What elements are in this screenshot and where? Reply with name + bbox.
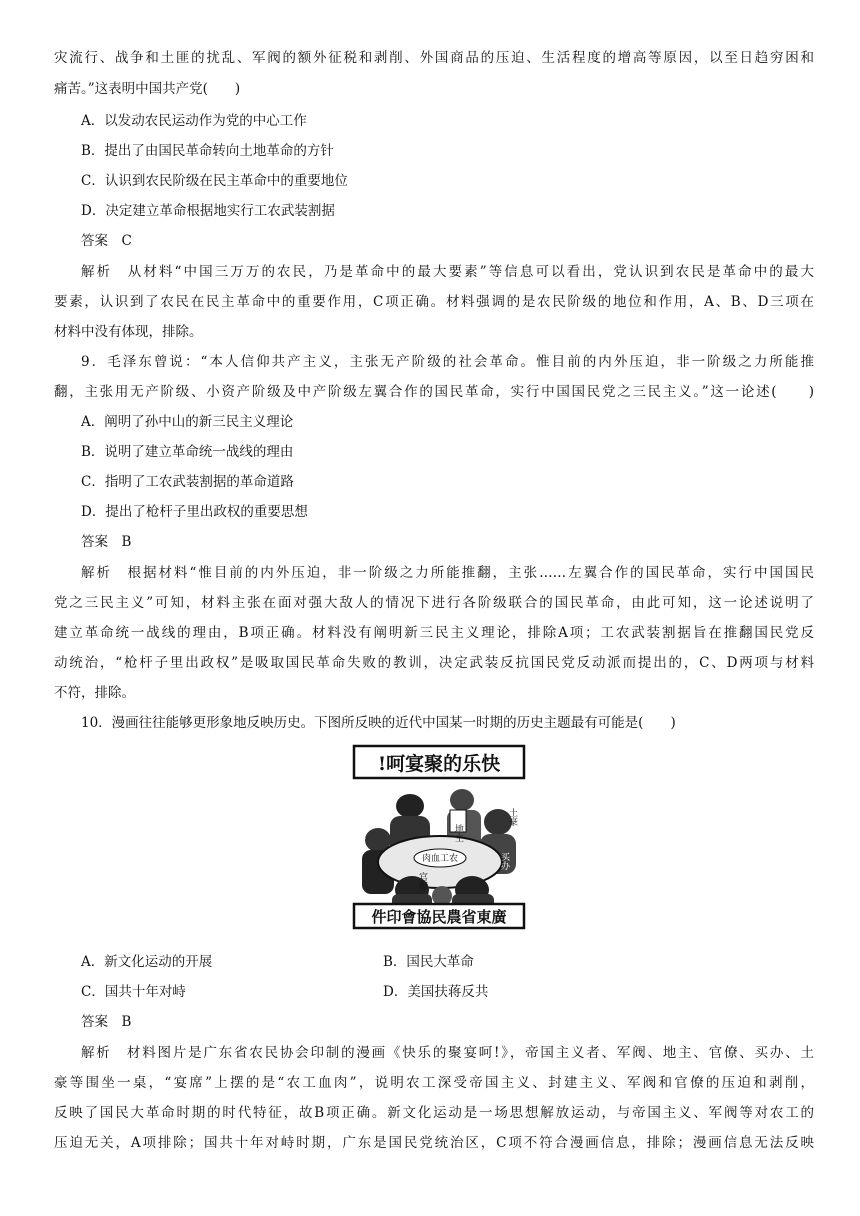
label-xuerou: 肉血工农 (421, 854, 459, 864)
q9-explanation-line: 解析 根据材料“惟目前的内外压迫，非一阶级之力所能推翻，主张……左翼合作的国民革命，实行中国国民 (81, 565, 814, 581)
q10-option-a: A．新文化运动的开展 (81, 954, 213, 970)
q10-explanation-line: 反映了国民大革命时期的时代特征，故B项正确。新文化运动是一场思想解放运动，与帝国主义、军阀等对农工的 (54, 1105, 814, 1121)
q9-explanation-line: 不符，排除。 (54, 685, 135, 701)
q10-explanation-line: 解析 材料图片是广东省农民协会印制的漫画《快乐的聚宴呵!》，帝国主义者、军阀、地主、官僚、买办、土 (81, 1045, 814, 1061)
q8-answer: 答案 C (81, 233, 132, 249)
comic-scene (355, 789, 518, 910)
q9-explanation-line: 党之三民主义”可知，材料主张在面对强大敌人的情况下进行各阶级联合的国民革命，由此可知，这一论述说明了 (54, 595, 814, 611)
q9-explanation-line: 动统治，“枪杆子里出政权”是吸取国民革命失败的教训，决定武装反抗国民党反动派而提出的，C、D两项与材料 (54, 655, 814, 671)
q8-option-b: B．提出了由国民革命转向土地革命的方针 (81, 143, 334, 159)
q10-option-c: C．国共十年对峙 (81, 984, 186, 1000)
q8-explanation-line: 解析 从材料“中国三万万的农民，乃是革命中的最大要素”等信息可以看出，党认识到农民是革命中的最大 (81, 264, 814, 280)
comic-bottom-caption: 件印會協民農省東廣 (371, 908, 507, 926)
q10-explanation-line: 压迫无关，A项排除；国共十年对峙时期，广东是国民党统治区，C项不符合漫画信息，排除；漫画信息无法反映 (54, 1135, 814, 1151)
q9-stem-line: 9．毛泽东曾说：“本人信仰共产主义，主张无产阶级的社会革命。惟目前的内外压迫，非一阶级之力所能推 (81, 354, 814, 370)
comic-illustration (352, 744, 526, 930)
q8-explanation-line: 材料中没有体现，排除。 (54, 324, 203, 340)
q10-stem: 10．漫画往往能够更形象地反映历史。下图所反映的近代中国某一时期的历史主题最有可能是( ) (81, 715, 676, 731)
q10-answer: 答案 B (81, 1014, 132, 1030)
q10-option-d: D．美国扶蒋反共 (383, 984, 489, 1000)
q9-option-d: D．提出了枪杆子里出政权的重要思想 (81, 504, 308, 520)
label-dizhu: 地主 (453, 824, 463, 842)
label-tuhao: 土豪 (507, 808, 517, 826)
q9-option-a: A．阐明了孙中山的新三民主义理论 (81, 414, 294, 430)
text-line: 痛苦。”这表明中国共产党( ) (54, 81, 241, 97)
label-maiban: 买办 (499, 852, 509, 870)
q8-option-c: C．认识到农民阶级在民主革命中的重要地位 (81, 173, 348, 189)
label-junfa: 军阀 (355, 832, 365, 850)
comic-top-caption: !呵宴聚的乐快 (377, 753, 501, 775)
q9-answer: 答案 B (81, 534, 132, 550)
q8-explanation-line: 要素，认识到了农民在民主革命中的重要作用，C项正确。材料强调的是农民阶级的地位和作用，A、B、D三项在 (54, 294, 814, 310)
q10-option-b: B．国民大革命 (383, 954, 474, 970)
q9-explanation-line: 建立革命统一战线的理由，B项正确。材料没有阐明新三民主义理论，排除A项；工农武装割据旨在推翻国民党反 (54, 625, 814, 641)
q10-explanation-line: 豪等围坐一桌，“宴席”上摆的是“农工血肉”，说明农工深受帝国主义、封建主义、军阀和官僚的压迫和剥削， (54, 1075, 814, 1091)
comic-drawing (352, 744, 526, 930)
q9-stem-line: 翻，主张用无产阶级、小资产阶级及中产阶级左翼合作的国民革命，实行中国国民党之三民主义。”这一论述( ) (54, 384, 814, 400)
q8-option-a: A．以发动农民运动作为党的中心工作 (81, 113, 307, 129)
q9-option-b: B．说明了建立革命统一战线的理由 (81, 444, 294, 460)
q9-option-c: C．指明了工农武装割据的革命道路 (81, 474, 294, 490)
q8-option-d: D．决定建立革命根据地实行工农武装割据 (81, 203, 335, 219)
label-guanliao: 官僚 (417, 872, 427, 890)
text-line: 灾流行、战争和土匪的扰乱、军阀的额外征税和剥削、外国商品的压迫、生活程度的增高等原因，以至日趋穷困和 (54, 50, 814, 66)
